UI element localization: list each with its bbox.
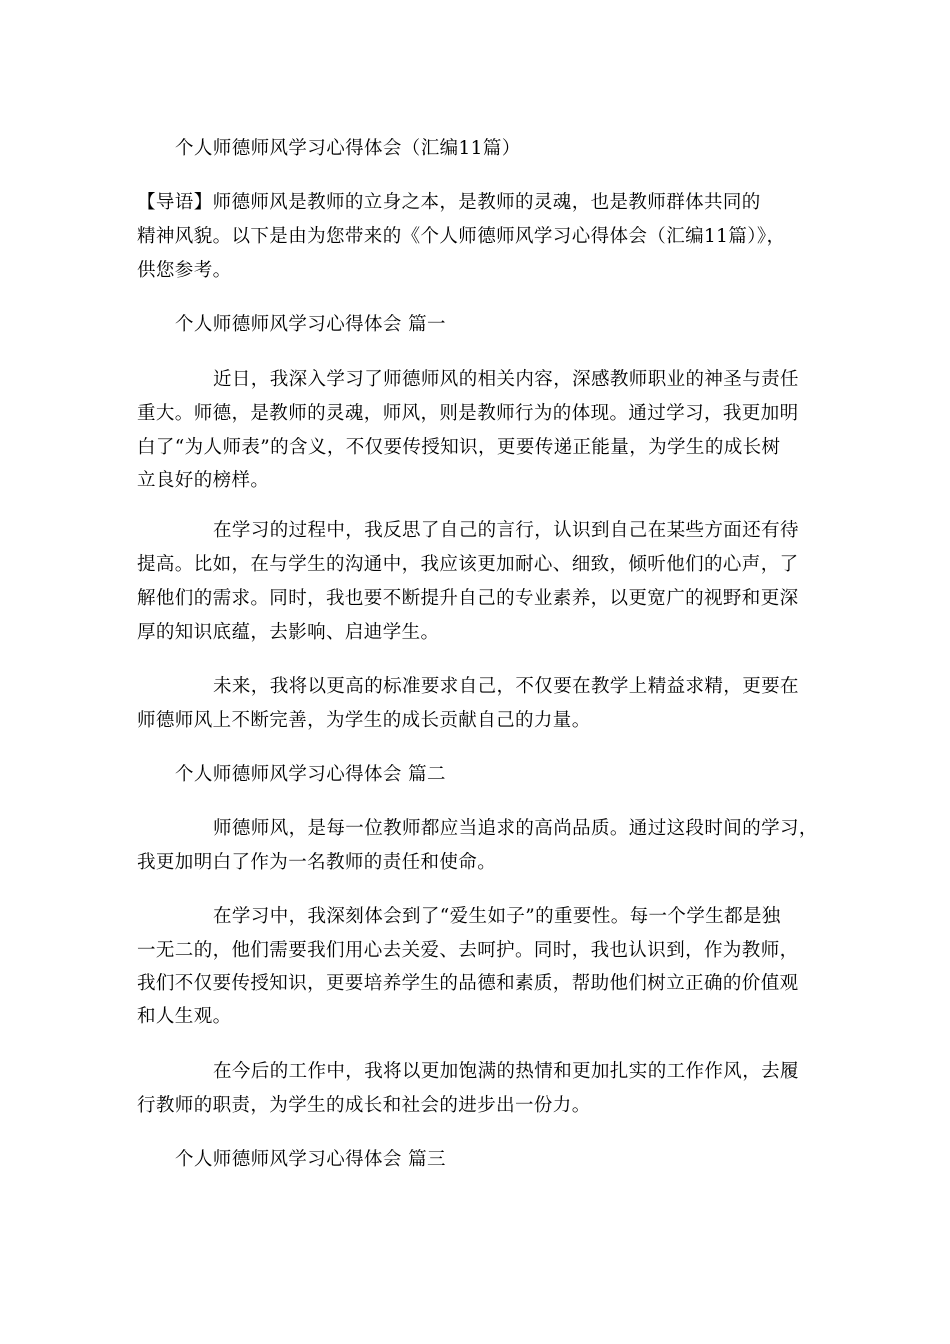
document-title: 个人师德师风学习心得体会（汇编11篇） [175,138,521,159]
paragraph-line: 近日，我深入学习了师德师风的相关内容，深感教师职业的神圣与责任 [213,369,799,390]
paragraph-line: 和人生观。 [137,1006,232,1027]
section-heading-3: 个人师德师风学习心得体会 篇三 [175,1149,446,1170]
paragraph-line: 重大。师德，是教师的灵魂，师风，则是教师行为的体现。通过学习，我更加明 [137,403,799,424]
paragraph-line: 在今后的工作中，我将以更加饱满的热情和更加扎实的工作作风，去履 [213,1061,799,1082]
paragraph-line: 解他们的需求。同时，我也要不断提升自己的专业素养，以更宽广的视野和更深 [137,588,799,609]
paragraph-line: 一无二的，他们需要我们用心去关爱、去呵护。同时，我也认识到，作为教师， [137,940,799,961]
paragraph-line: 在学习中，我深刻体会到了“爱生如子”的重要性。每一个学生都是独 [213,906,781,927]
paragraph-line: 我更加明白了作为一名教师的责任和使命。 [137,852,497,873]
paragraph-line: 白了“为人师表”的含义，不仅要传授知识，更要传递正能量，为学生的成长树 [137,437,781,458]
section-heading-2: 个人师德师风学习心得体会 篇二 [175,764,446,785]
intro-line: 【导语】师德师风是教师的立身之本，是教师的灵魂，也是教师群体共同的 [137,192,761,213]
intro-line: 供您参考。 [137,260,232,281]
section-heading-1: 个人师德师风学习心得体会 篇一 [175,314,446,335]
intro-line: 精神风貌。以下是由为您带来的《个人师德师风学习心得体会（汇编11篇）》， [137,226,786,247]
paragraph-line: 未来，我将以更高的标准要求自己，不仅要在教学上精益求精，更要在 [213,676,799,697]
paragraph-line: 在学习的过程中，我反思了自己的言行，认识到自己在某些方面还有待 [213,520,799,541]
paragraph-line: 我们不仅要传授知识，更要培养学生的品德和素质，帮助他们树立正确的价值观 [137,973,799,994]
paragraph-line: 提高。比如，在与学生的沟通中，我应该更加耐心、细致，倾听他们的心声，了 [137,554,799,575]
paragraph-line: 厚的知识底蕴，去影响、启迪学生。 [137,622,440,643]
paragraph-line: 立良好的榜样。 [137,470,270,491]
paragraph-line: 行教师的职责，为学生的成长和社会的进步出一份力。 [137,1095,591,1116]
paragraph-line: 师德师风上不断完善，为学生的成长贡献自己的力量。 [137,710,591,731]
paragraph-line: 师德师风，是每一位教师都应当追求的高尚品质。通过这段时间的学习， [213,818,818,839]
